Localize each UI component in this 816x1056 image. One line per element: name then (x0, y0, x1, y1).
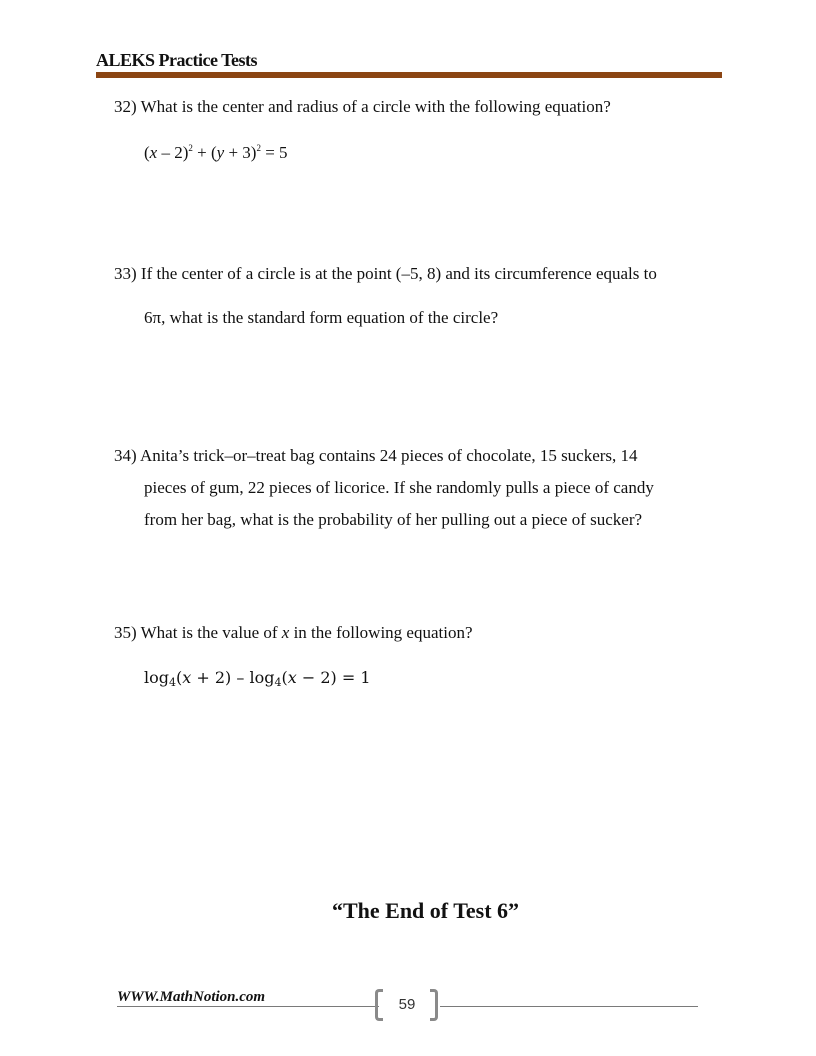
question-text-before: What is the value of (140, 623, 278, 642)
question-34-line3 (144, 504, 642, 536)
footer-website: WWW.MathNotion.com (117, 989, 266, 1005)
question-number: 35) (114, 623, 137, 642)
question-text-line1: If the center of a circle is at the point (–5, 8) and its circumference equals to (140, 264, 657, 283)
question-text-line2: 6π, what is the standard form equation of the circle? (144, 308, 499, 327)
header-rule (96, 72, 722, 78)
footer-rule-right (440, 1006, 698, 1007)
page-bracket-left (375, 989, 383, 1021)
question-text: What is the center and radius of a circle with the following equation? (140, 97, 611, 116)
equation-32: $(x - 2)^2 + (y + 3)^2 = 5$ (144, 143, 288, 162)
question-35 (114, 617, 473, 649)
question-33 (114, 258, 734, 290)
question-32 (114, 91, 611, 123)
question-34-line2 (144, 472, 654, 504)
question-number: 33) (114, 264, 137, 283)
question-text-line2: pieces of gum, 22 pieces of licorice. If she randomly pulls a piece of candy (144, 478, 654, 497)
footer-rule-left (117, 1006, 379, 1007)
question-text-line1: Anita’s trick–or–treat bag contains 24 pieces of chocolate, 15 suckers, 14 (139, 446, 638, 465)
page-number: 59 (398, 996, 416, 1013)
header-title: ALEKS Practice Tests (96, 50, 257, 70)
question-text-after: in the following equation? (293, 623, 473, 642)
question-33-line2 (144, 302, 498, 334)
question-text-line3: from her bag, what is the probability of her pulling out a piece of sucker? (144, 510, 643, 529)
question-number: 32) (114, 97, 137, 116)
question-34 (114, 440, 638, 472)
closing-text: “The End of Test 6” (331, 898, 520, 923)
question-number: 34) (114, 446, 137, 465)
equation-35: $\log_4(x + 2) - \log_4(x - 2) = 1$ (144, 668, 371, 689)
page-bracket-right (430, 989, 438, 1021)
question-variable: x (281, 623, 290, 642)
